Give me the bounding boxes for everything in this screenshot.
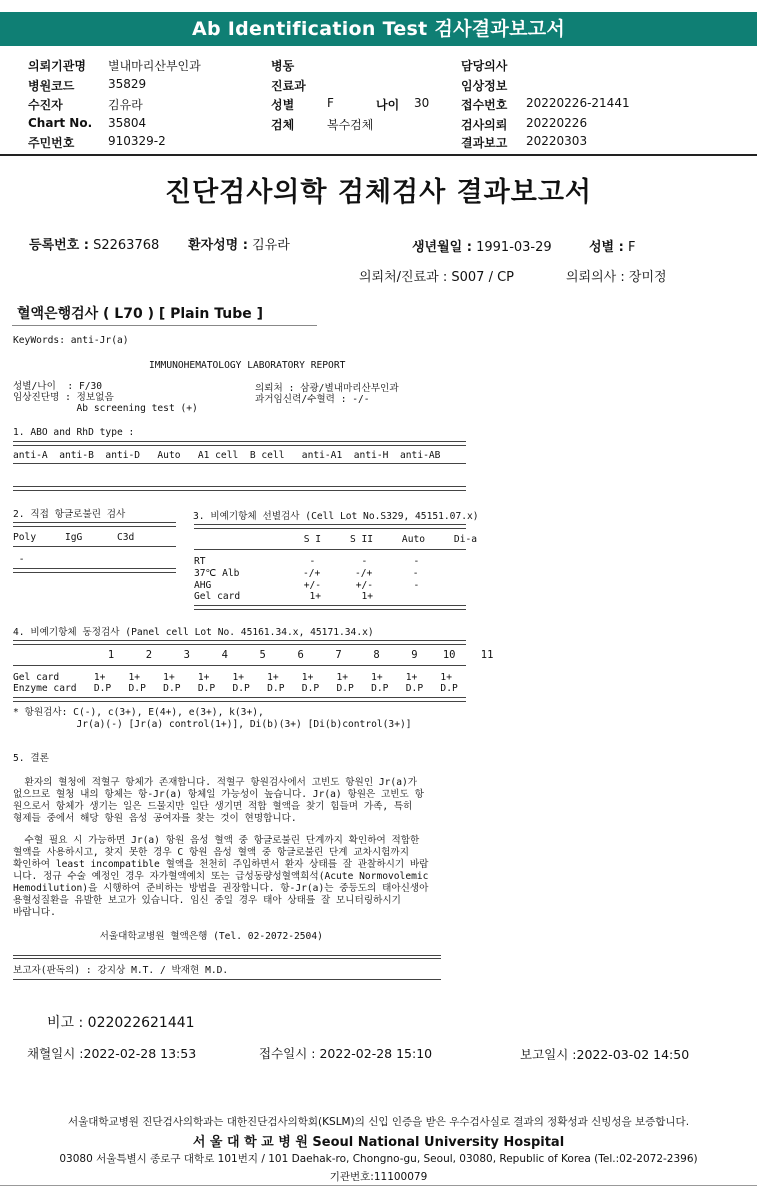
hospital-name: 서 울 대 학 교 병 원 Seoul National University Hospital (192, 1135, 565, 1150)
specimen-label: 검체 (271, 118, 295, 132)
patient-name-label: 환자성명 : (188, 238, 248, 253)
screening-columns: S I S II Auto Di-a (194, 534, 478, 545)
screening-gel: Gel card 1+ 1+ (194, 591, 374, 602)
screening-ahg: AHG +/- +/- - (194, 580, 420, 591)
conclusion-line-7: 확인하여 least incompatible 혈액을 천천히 주입하면서 환자 상태를 잘 관찰하시기 바랍 (13, 859, 429, 870)
conclusion-line-5: 수혈 필요 시 가능하면 Jr(a) 항원 음성 혈액 중 항글로불린 단계까지 확인하여 적합한 (13, 835, 420, 846)
attending-label: 담당의사 (461, 59, 508, 73)
conclusion-line-8: 니다. 정규 수술 예정인 경우 자가혈액예치 또는 급성동량성혈액희석(Acute Normovolemic (13, 871, 429, 882)
sex-value: F (327, 96, 334, 110)
section-title: 혈액은행검사 ( L70 ) [ Plain Tube ] (17, 306, 264, 322)
panel-rule-top (13, 640, 466, 645)
reporter-rule-top-2 (13, 958, 441, 959)
header-divider (0, 154, 757, 156)
registration-label: 등록번호 : (29, 238, 89, 253)
hospital-address: 03080 서울특별시 종로구 대학로 101번지 / 101 Daehak-ro, Chongno-gu, Seoul, 03080, Republic of Korea (Tel.:02-2072-2396) (59, 1153, 698, 1165)
dob-label: 생년월일 : (412, 240, 472, 255)
specimen-value: 복수검체 (327, 118, 374, 132)
doctor-label: 의뢰의사 : (566, 270, 625, 285)
result-report-value: 20220303 (526, 134, 588, 148)
panel-gel: Gel card 1+ 1+ 1+ 1+ 1+ 1+ 1+ 1+ 1+ 1+ 1+ (13, 672, 452, 683)
receive-value: 2022-02-28 15:10 (319, 1046, 433, 1061)
blood-bank-contact: 서울대학교병원 혈액은행 (Tel. 02-2072-2504) (13, 931, 323, 942)
dat-title: 2. 직접 항글로불린 검사 (13, 509, 126, 520)
result-report-label: 결과보고 (461, 136, 508, 150)
institution-label: 의뢰기관명 (28, 59, 86, 73)
examinee-value: 김유라 (108, 98, 143, 112)
reporter: 보고자(판독의) : 강지상 M.T. / 박재현 M.D. (13, 965, 229, 976)
conclusion-line-11: 바랍니다. (13, 907, 56, 918)
department-label: 진료과 (271, 79, 306, 93)
report-clinical: 임상진단명 : 정보없음 (13, 392, 114, 403)
lab-report (13, 333, 503, 988)
screening-rule-mid (194, 549, 466, 550)
abo-rule-top (13, 441, 466, 446)
dat-rule-top (13, 522, 176, 527)
panel-rule-bottom (13, 697, 466, 702)
report-screening: Ab screening test (+) (13, 403, 198, 414)
registration-value: S2263768 (93, 238, 160, 253)
conclusion-line-2: 없으므로 혈청 내의 항체는 항-Jr(a) 항체일 가능성이 높습니다. Jr(a) 항원은 고빈도 항 (13, 789, 424, 800)
conclusion-line-1: 환자의 혈청에 적혈구 항체가 존재합니다. 적혈구 항원검사에서 고빈도 항원인 Jr(a)가 (13, 777, 418, 788)
abo-title: 1. ABO and RhD type : (13, 427, 135, 438)
resident-no-label: 주민번호 (28, 136, 75, 150)
certification-text: 서울대학교병원 진단검사의학과는 대한진단검사의학회(KSLM)의 신입 인증을 받은 우수검사실로 결과의 정확성과 신빙성을 보증합니다. (67, 1116, 690, 1128)
report-history: 과거임신력/수혈력 : -/- (255, 394, 370, 405)
abo-rule-bottom (13, 486, 466, 491)
banner-title: Ab Identification Test 검사결과보고서 (191, 18, 566, 40)
conclusion-line-10: 용혈성질환을 유발한 보고가 있습니다. 임신 중일 경우 태아 상태를 잘 모니터링하시기 (13, 895, 401, 906)
section-divider (12, 325, 317, 326)
patient-sex-label: 성별 : (589, 240, 624, 255)
hospital-code-label: 병원코드 (28, 79, 75, 93)
panel-columns: 1 2 3 4 5 6 7 8 9 10 11 (13, 649, 494, 661)
conclusion-line-4: 형제들 중에서 해당 항원 음성 공여자를 찾는 것이 현명합니다. (13, 813, 297, 824)
report-title: 진단검사의학 검체검사 결과보고서 (164, 177, 593, 208)
institution-value: 별내마리산부인과 (108, 59, 201, 73)
patient-name-value: 김유라 (252, 238, 290, 253)
chart-no-value: 35804 (108, 116, 147, 130)
dat-value: - (13, 554, 25, 565)
reporter-rule-top (13, 955, 441, 956)
resident-no-value: 910329-2 (108, 134, 166, 148)
age-value: 30 (414, 96, 430, 110)
dept-label: 의뢰처/진료과 : (359, 270, 448, 285)
institution-number: 기관번호:11100079 (329, 1171, 428, 1183)
screening-rule-top (194, 524, 466, 529)
receipt-no-value: 20220226-21441 (526, 96, 630, 110)
header-banner (0, 12, 757, 46)
screening-rt: RT - - - (194, 556, 420, 567)
reporter-rule-bottom (13, 979, 441, 980)
report-referrer: 의뢰처 : 삼광/별내마리산부인과 (255, 383, 399, 394)
test-request-value: 20220226 (526, 116, 588, 130)
panel-rule-mid (13, 665, 466, 666)
abo-rule-mid (13, 463, 466, 464)
conclusion-title: 5. 결론 (13, 753, 49, 764)
collect-value: 2022-02-28 13:53 (83, 1046, 197, 1061)
panel-title: 4. 비예기항체 동정검사 (Panel cell Lot No. 45161.34.x, 45171.34.x) (13, 627, 374, 638)
footer-divider (0, 1185, 757, 1186)
age-label: 나이 (376, 98, 400, 112)
dob-value: 1991-03-29 (476, 240, 552, 255)
keywords: KeyWords: anti-Jr(a) (13, 335, 129, 346)
dat-rule-bottom (13, 568, 176, 573)
abo-columns: anti-A anti-B anti-D Auto A1 cell B cell anti-A1 anti-H anti-AB (13, 450, 441, 461)
hospital-code-value: 35829 (108, 77, 147, 91)
report-heading: IMMUNOHEMATOLOGY LABORATORY REPORT (149, 360, 346, 371)
sex-label: 성별 (271, 98, 295, 112)
patient-sex-value: F (627, 240, 636, 255)
screening-37c: 37℃ Alb -/+ -/+ - (194, 568, 419, 579)
examinee-label: 수진자 (28, 98, 63, 112)
screening-rule-bottom (194, 605, 466, 610)
receive-label: 접수일시 : (259, 1046, 316, 1061)
test-request-label: 검사의뢰 (461, 118, 508, 132)
dat-columns: Poly IgG C3d (13, 532, 135, 543)
antigen-test-1: * 항원검사: C(-), c(3+), E(4+), e(3+), k(3+), (13, 707, 264, 718)
conclusion-line-6: 혈액을 사용하시고, 찾지 못한 경우 C 항원 음성 혈액 중 항글로불린 단계 교차시험까지 (13, 847, 409, 858)
antigen-test-2: Jr(a)(-) [Jr(a) control(1+)], Di(b)(3+) [Di(b)control(3+)] (13, 719, 412, 730)
screening-title: 3. 비예기항체 선별검사 (Cell Lot No.S329, 45151.07.x) (193, 511, 479, 522)
collect-label: 채혈일시 : (27, 1046, 84, 1061)
chart-no-label: Chart No. (28, 116, 93, 130)
receipt-no-label: 접수번호 (461, 98, 508, 112)
ward-label: 병동 (271, 59, 295, 73)
report-sex-age: 성별/나이 : F/30 (13, 381, 103, 392)
dept-value: S007 / CP (451, 270, 515, 285)
remarks-label: 비고 : (47, 1015, 84, 1031)
clinical-info-label: 임상정보 (461, 79, 508, 93)
conclusion-line-3: 원으로서 항체가 생기는 일은 드물지만 일단 생기면 적합 혈액을 찾기 힘들며 가족, 특히 (13, 801, 413, 812)
conclusion-line-9: Hemodilution)을 시행하여 준비하는 방법을 권장합니다. 항-Jr(a)는 중등도의 태아신생아 (13, 883, 429, 894)
report-date-value: 2022-03-02 14:50 (576, 1047, 690, 1062)
dat-rule-mid (13, 546, 176, 547)
report-date-label: 보고일시 : (520, 1047, 577, 1062)
doctor-value: 장미정 (628, 270, 667, 285)
remarks-value: 022022621441 (87, 1015, 195, 1031)
panel-enzyme: Enzyme card D.P D.P D.P D.P D.P D.P D.P D.P D.P D.P D.P (13, 683, 458, 694)
